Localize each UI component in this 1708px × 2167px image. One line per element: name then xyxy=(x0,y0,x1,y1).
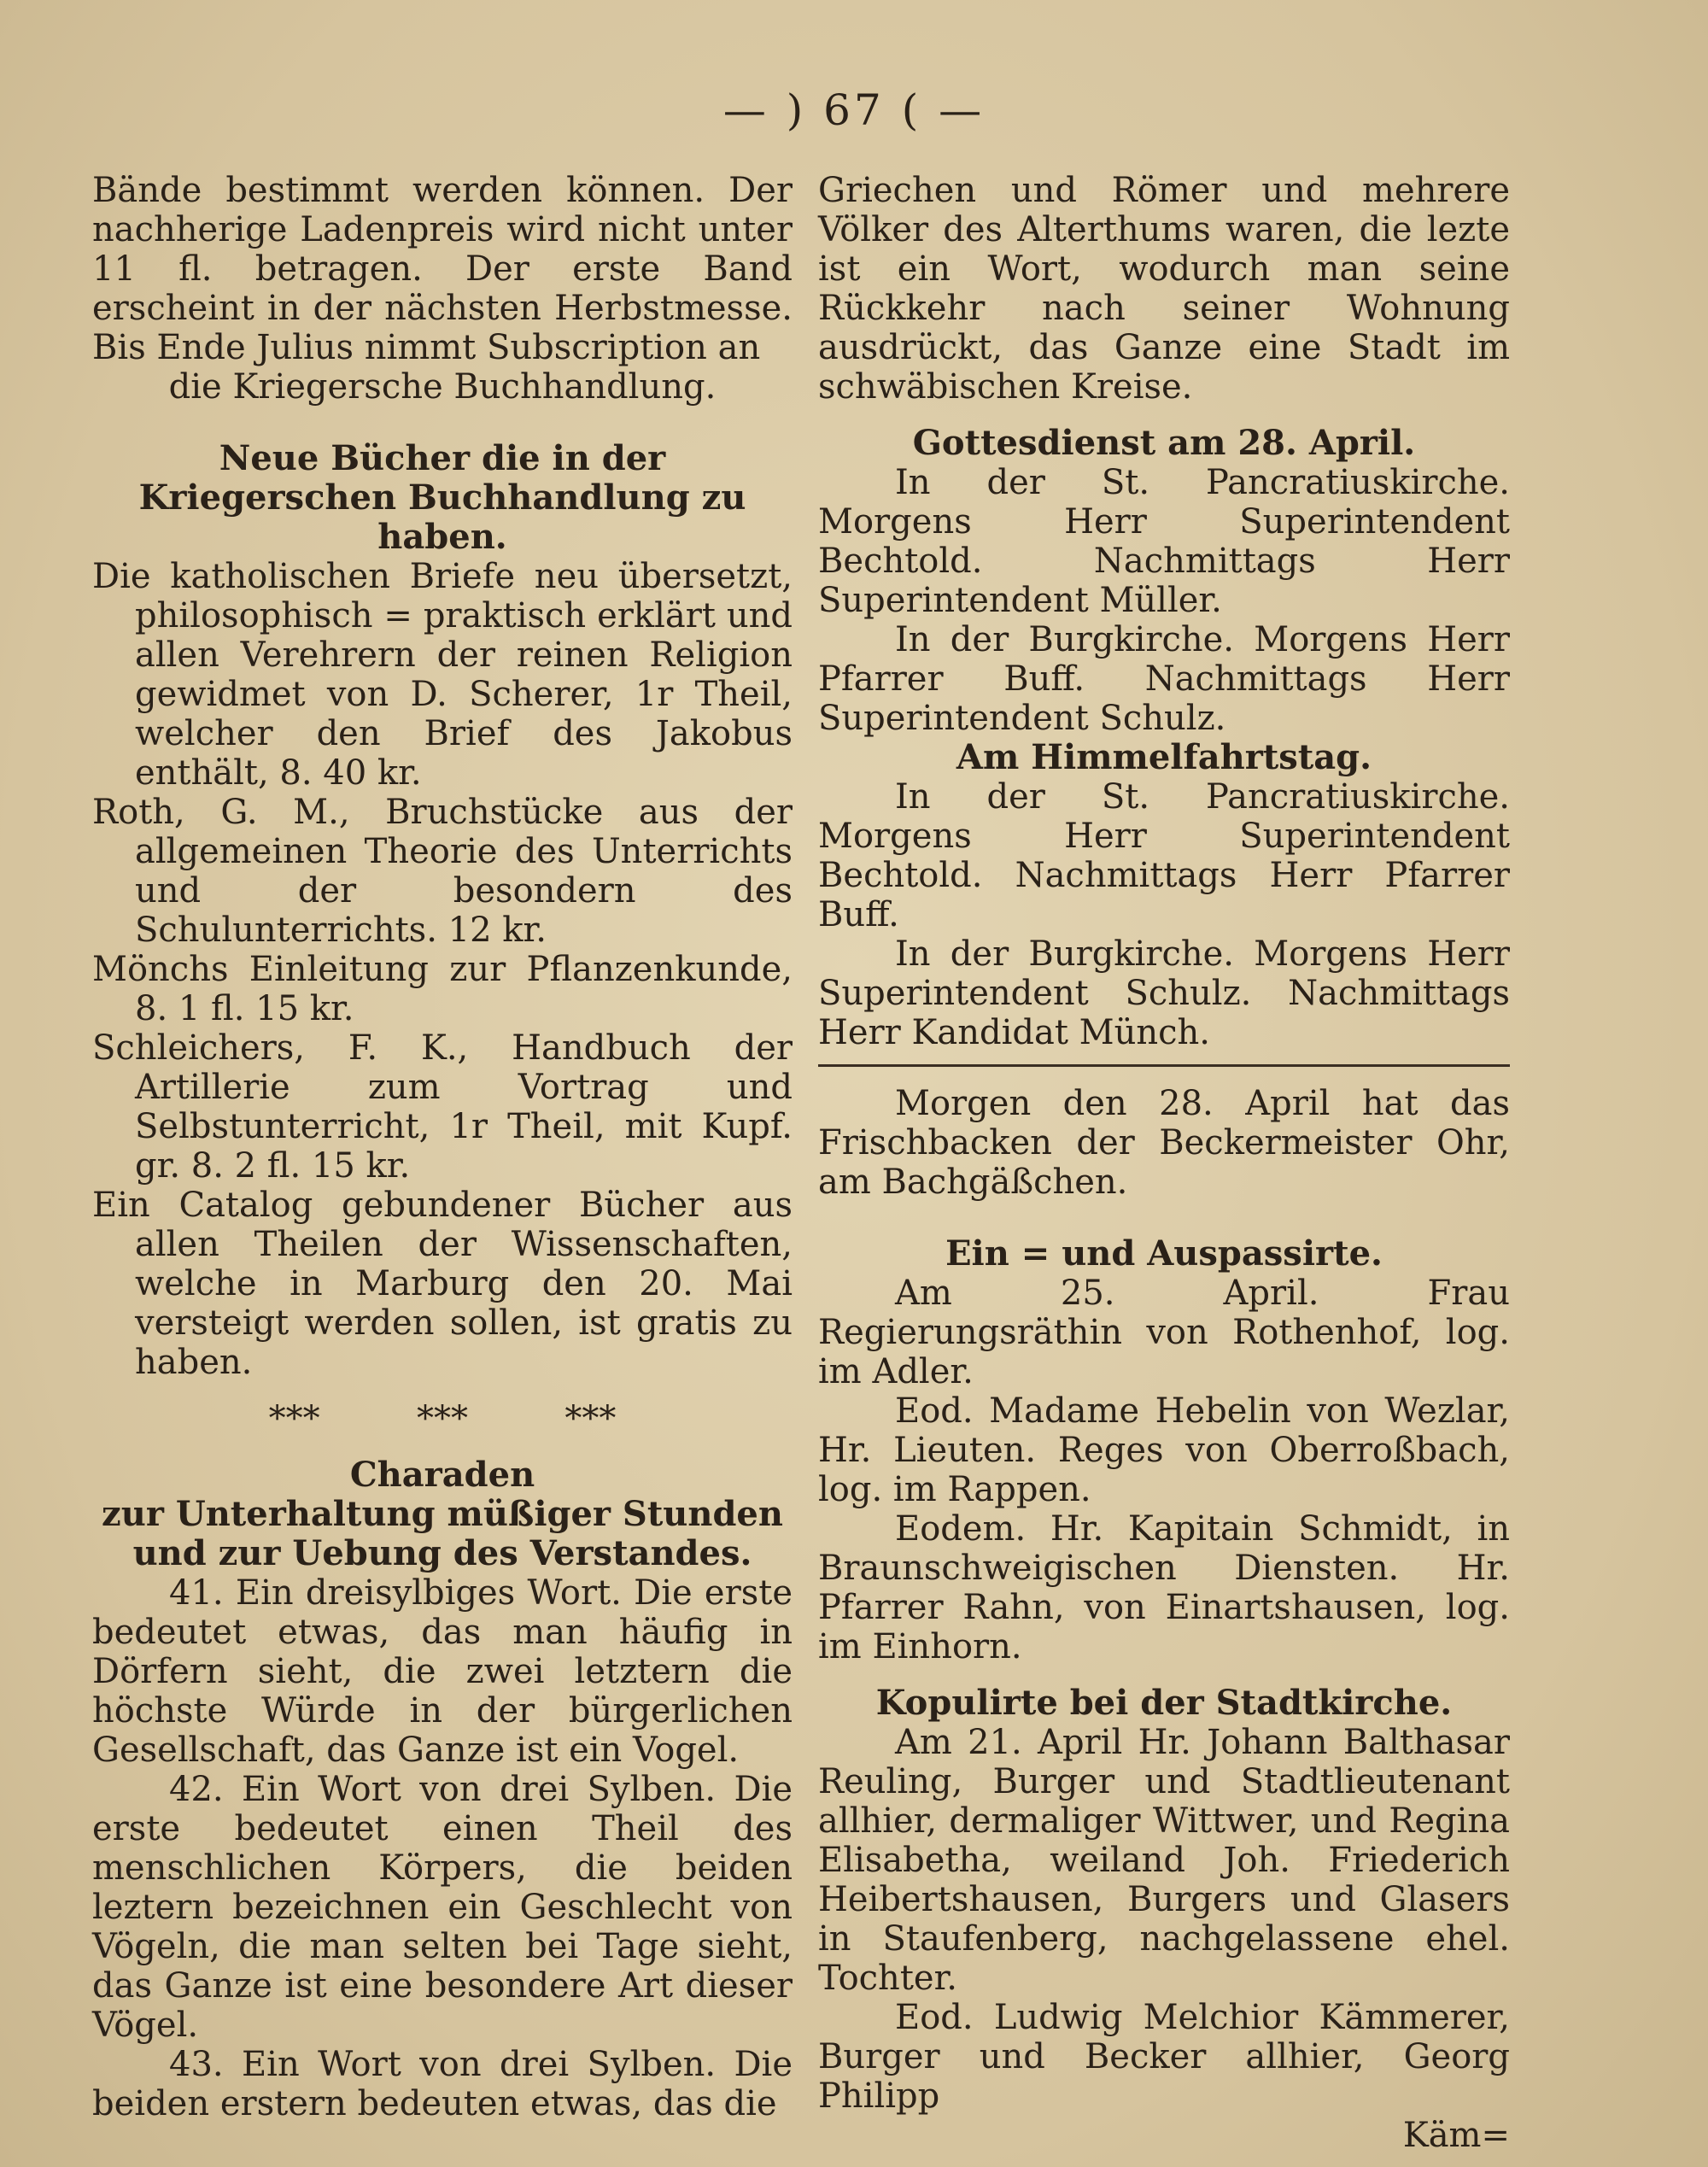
books-heading: Neue Bücher die in der Kriegerschen Buchhandlung zu haben. xyxy=(138,438,746,557)
asterism: *** xyxy=(564,1399,617,1438)
riddle: 43. Ein Wort von drei Sylben. Die beiden erstern bedeuten etwas, das die xyxy=(92,2045,793,2123)
ascension-heading: Am Himmelfahrtstag. xyxy=(956,737,1372,777)
service-entry: In der St. Pancratiuskirche. Morgens Herr Superintendent Bechtold. Nachmittags Herr Superintendent Müller. xyxy=(818,463,1510,620)
book-entry: Ein Catalog gebundener Bücher aus allen Theilen der Wissenschaften, welche in Marburg den 20. Mai versteigt werden sollen, ist gratis zu haben. xyxy=(92,1186,793,1382)
bakery-notice: Morgen den 28. April hat das Frischbacken der Beckermeister Ohr, am Bachgäßchen. xyxy=(818,1084,1510,1202)
charaden-title: Charaden xyxy=(349,1455,535,1495)
riddle: 42. Ein Wort von drei Sylben. Die erste bedeutet einen Theil des menschlichen Körpers, die beiden leztern bezeichnen ein Geschlecht von Vögeln, die man selten bei Tage sieht, das Ganze ist eine besondere Art dieser Vögel. xyxy=(92,1770,793,2045)
page-number: — ) 67 ( — xyxy=(722,85,986,135)
asterism: *** xyxy=(268,1399,320,1438)
book-entry: Die katholischen Briefe neu übersetzt, philosophisch = praktisch erklärt und allen Verehrern der reinen Religion gewidmet von D. Scherer, 1r Theil, welcher den Brief des Jakobus enthält, 8. 40 kr. xyxy=(92,557,793,793)
subscription-notice: Bände bestimmt werden können. Der nachherige Ladenpreis wird nicht unter 11 fl. betragen. Der erste Band erscheint in der nächsten Herbstmesse. Bis Ende Julius nimmt Subscription an xyxy=(92,171,793,367)
section-rule xyxy=(818,1064,1510,1067)
right-column xyxy=(818,171,1510,2155)
book-entry: Roth, G. M., Bruchstücke aus der allgemeinen Theorie des Unterrichts und der besondern des Schulunterrichts. 12 kr. xyxy=(92,793,793,950)
subscription-signature: die Kriegersche Buchhandlung. xyxy=(168,367,717,407)
asterism-divider xyxy=(92,1399,793,1438)
ascension-entry: In der St. Pancratiuskirche. Morgens Herr Superintendent Bechtold. Nachmittags Herr Pfarrer Buff. xyxy=(818,777,1510,934)
travelers-heading: Ein = und Auspassirte. xyxy=(945,1233,1383,1274)
ascension-entry: In der Burgkirche. Morgens Herr Superintendent Schulz. Nachmittags Herr Kandidat Münch. xyxy=(818,934,1510,1052)
marriages-heading: Kopulirte bei der Stadtkirche. xyxy=(875,1683,1453,1723)
marriage-entry: Am 21. April Hr. Johann Balthasar Reuling, Burger und Stadtlieutenant allhier, dermaliger Wittwer, und Regina Elisabetha, weiland Joh. Friederich Heibertshausen, Burgers und Glasers in Staufenberg, nachgelassene ehel. Tochter. xyxy=(818,1723,1510,1998)
traveler-entry: Am 25. April. Frau Regierungsräthin von Rothenhof, log. im Adler. xyxy=(818,1274,1510,1391)
riddle: 41. Ein dreisylbiges Wort. Die erste bedeutet etwas, das man häufig in Dörfern sieht, die zwei letztern die höchste Würde in der bürgerlichen Gesellschaft, das Ganze ist ein Vogel. xyxy=(92,1573,793,1770)
marriage-entry: Eod. Ludwig Melchior Kämmerer, Burger und Becker allhier, Georg Philipp xyxy=(818,1998,1510,2116)
catchword: Käm= xyxy=(1402,2116,1510,2155)
asterism: *** xyxy=(416,1399,468,1438)
service-heading: Gottesdienst am 28. April. xyxy=(912,423,1416,463)
left-column xyxy=(92,171,793,2123)
riddle-continuation: Griechen und Römer und mehrere Völker des Alterthums waren, die lezte ist ein Wort, wodurch man seine Rückkehr nach seiner Wohnung ausdrückt, das Ganze eine Stadt im schwäbischen Kreise. xyxy=(818,171,1510,407)
traveler-entry: Eodem. Hr. Kapitain Schmidt, in Braunschweigischen Diensten. Hr. Pfarrer Rahn, von Einartshausen, log. im Einhorn. xyxy=(818,1509,1510,1666)
traveler-entry: Eod. Madame Hebelin von Wezlar, Hr. Lieuten. Reges von Oberroßbach, log. im Rappen. xyxy=(818,1391,1510,1509)
charaden-subtitle: zur Unterhaltung müßiger Stunden und zur Uebung des Verstandes. xyxy=(102,1494,783,1573)
book-entry: Mönchs Einleitung zur Pflanzenkunde, 8. 1 fl. 15 kr. xyxy=(92,950,793,1028)
book-entry: Schleichers, F. K., Handbuch der Artillerie zum Vortrag und Selbstunterricht, 1r Theil, mit Kupf. gr. 8. 2 fl. 15 kr. xyxy=(92,1028,793,1186)
service-entry: In der Burgkirche. Morgens Herr Pfarrer Buff. Nachmittags Herr Superintendent Schulz. xyxy=(818,620,1510,738)
